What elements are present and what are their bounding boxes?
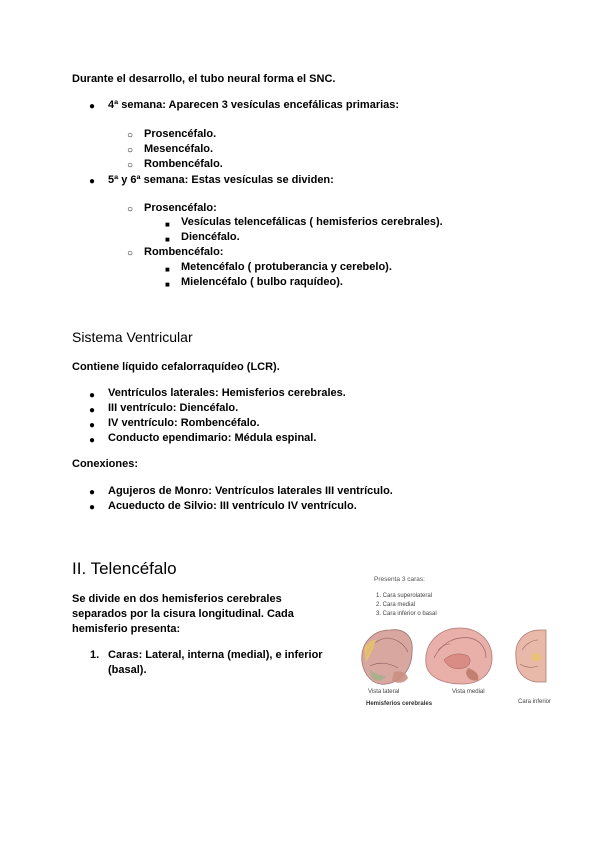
week56-romb-item: Mielencéfalo ( bulbo raquídeo). <box>181 276 343 288</box>
week4-title: 4ª semana: Aparecen 3 vesículas encefálicas primarias: <box>108 99 400 111</box>
bullet-square: ■ <box>165 220 170 229</box>
bullet-circle: ○ <box>127 160 134 171</box>
bullet-circle: ○ <box>127 145 134 156</box>
ventricular-contains: Contiene líquido cefalorraquídeo (LCR). <box>72 361 280 373</box>
bullet-circle: ○ <box>127 204 134 215</box>
connections-label: Conexiones: <box>72 458 139 470</box>
lateral-brain-icon <box>362 630 412 685</box>
figure-item: 1. Cara superolateral <box>376 593 433 599</box>
intro-text: Durante el desarrollo, el tubo neural forma el SNC. <box>72 73 336 85</box>
ventricle-item: Conducto ependimario: Médula espinal. <box>108 432 317 444</box>
telencephalon-heading: II. Telencéfalo <box>72 559 177 578</box>
bullet-disc: ● <box>89 390 96 401</box>
week56-pros-label: Prosencéfalo: <box>144 202 217 214</box>
week56-romb-label: Rombencéfalo: <box>144 246 224 258</box>
ventricular-heading: Sistema Ventricular <box>72 329 193 345</box>
caption-lateral: Vista lateral <box>368 689 400 695</box>
bullet-disc: ● <box>89 502 96 513</box>
bullet-square: ■ <box>165 235 170 244</box>
bullet-circle: ○ <box>127 130 134 141</box>
bullet-square: ■ <box>165 265 170 274</box>
telencephalon-para-line: Se divide en dos hemisferios cerebrales <box>72 593 282 605</box>
caras-line: (basal). <box>108 664 147 676</box>
connection-item: Agujeros de Monro: Ventrículos laterales III ventrículo. <box>108 485 393 497</box>
telencephalon-para-line: hemisferio presenta: <box>72 623 181 635</box>
bullet-disc: ● <box>89 405 96 416</box>
connection-item: Acueducto de Silvio: III ventrículo IV ventrículo. <box>108 500 357 512</box>
telencephalon-para-line: separados por la cisura longitudinal. Cada <box>72 608 294 620</box>
caption-inferior: Cara inferior <box>518 699 552 705</box>
bullet-disc: ● <box>89 487 96 498</box>
medial-brain-icon <box>426 628 492 684</box>
brain-figure <box>356 570 552 710</box>
bullet-circle: ○ <box>127 248 134 259</box>
week56-title: 5ª y 6ª semana: Estas vesículas se dividen: <box>108 174 334 186</box>
figure-item: 3. Cara inferior o basal <box>376 611 437 617</box>
ventricle-item: III ventrículo: Diencéfalo. <box>108 402 239 414</box>
week4-item-prosencefalo: Prosencéfalo. <box>144 128 217 140</box>
figure-item: 2. Cara medial <box>376 602 416 608</box>
week4-item-mesencefalo: Mesencéfalo. <box>144 143 214 155</box>
figure-title: Presenta 3 caras: <box>374 576 425 583</box>
week56-pros-item: Vesículas telencefálicas ( hemisferios cerebrales). <box>181 216 443 228</box>
list-number: 1. <box>90 649 100 661</box>
week4-item-rombencefalo: Rombencéfalo. <box>144 158 223 170</box>
bullet-disc: ● <box>89 420 96 431</box>
figure-bottom-caption: Hemisferios cerebrales <box>366 701 433 707</box>
caption-medial: Vista medial <box>452 689 485 695</box>
ventricle-item: Ventrículos laterales: Hemisferios cerebrales. <box>108 387 346 399</box>
inferior-brain-icon <box>516 630 546 682</box>
caras-line: Caras: Lateral, interna (medial), e inferior <box>108 649 323 661</box>
bullet-disc: ● <box>89 176 96 187</box>
bullet-square: ■ <box>165 280 170 289</box>
bullet-disc: ● <box>89 435 96 446</box>
ventricle-item: IV ventrículo: Rombencéfalo. <box>108 417 260 429</box>
bullet-disc: ● <box>89 101 96 112</box>
week56-pros-item: Diencéfalo. <box>181 231 240 243</box>
week56-romb-item: Metencéfalo ( protuberancia y cerebelo). <box>181 261 392 273</box>
